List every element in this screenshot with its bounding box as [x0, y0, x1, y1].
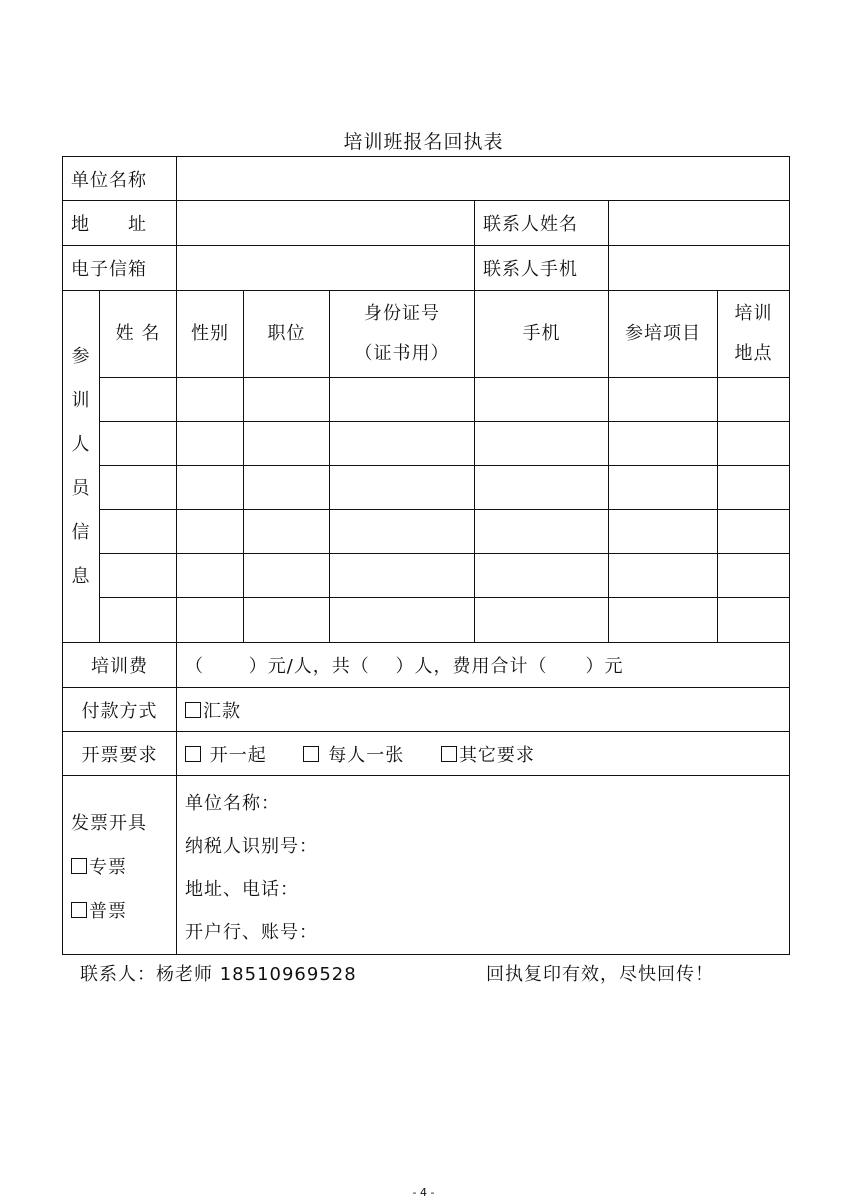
- cell-project[interactable]: [609, 598, 718, 643]
- header-project: 参培项目: [609, 291, 718, 378]
- cell-phone[interactable]: [475, 510, 609, 554]
- special-invoice-option: 专票: [71, 846, 176, 890]
- footer-contact: 联系人：杨老师 18510969528: [80, 964, 357, 985]
- address-field[interactable]: [177, 201, 475, 246]
- row-payment: [63, 688, 790, 732]
- cell-phone[interactable]: [475, 554, 609, 598]
- cell-name[interactable]: [100, 422, 177, 466]
- contact-phone-field[interactable]: [609, 246, 790, 291]
- cell-location[interactable]: [718, 510, 790, 554]
- contact-name-label: 联系人姓名: [475, 201, 609, 246]
- cell-project[interactable]: [609, 554, 718, 598]
- cell-position[interactable]: [244, 466, 330, 510]
- cell-gender[interactable]: [177, 554, 244, 598]
- general-invoice-checkbox[interactable]: [71, 902, 87, 918]
- contact-name-field[interactable]: [609, 201, 790, 246]
- cell-phone[interactable]: [475, 598, 609, 643]
- cell-gender[interactable]: [177, 422, 244, 466]
- cell-gender[interactable]: [177, 510, 244, 554]
- invoice-requirement-label: 开票要求: [63, 732, 177, 776]
- payment-options: [177, 688, 790, 732]
- cell-name[interactable]: [100, 378, 177, 422]
- fee-label: 培训费: [63, 643, 177, 688]
- cell-position[interactable]: [244, 510, 330, 554]
- contact-phone-label: 联系人手机: [475, 246, 609, 291]
- cell-gender[interactable]: [177, 466, 244, 510]
- cell-project[interactable]: [609, 466, 718, 510]
- invoice-requirement-options: [177, 732, 790, 776]
- header-gender: 性别: [177, 291, 244, 378]
- cell-location[interactable]: [718, 598, 790, 643]
- registration-form-table: [62, 156, 790, 955]
- per-person-invoice-checkbox[interactable]: [303, 746, 319, 762]
- address-label: 地 址: [63, 201, 177, 246]
- cell-location[interactable]: [718, 466, 790, 510]
- row-unit-name: [63, 157, 790, 201]
- combined-invoice-checkbox[interactable]: [185, 746, 201, 762]
- cell-id[interactable]: [330, 378, 475, 422]
- other-requirement-label: 其它要求: [458, 744, 535, 766]
- taxpayer-id-field[interactable]: 纳税人识别号：: [185, 836, 318, 857]
- cell-phone[interactable]: [475, 466, 609, 510]
- invoice-unit-name-field[interactable]: 单位名称：: [185, 793, 280, 814]
- cell-project[interactable]: [609, 422, 718, 466]
- form-title: 培训班报名回执表: [343, 131, 504, 153]
- cell-id[interactable]: [330, 554, 475, 598]
- cell-position[interactable]: [244, 422, 330, 466]
- footer-note: 回执复印有效，尽快回传！: [486, 964, 714, 985]
- cell-location[interactable]: [718, 422, 790, 466]
- participant-row: [63, 466, 790, 510]
- cell-name[interactable]: [100, 554, 177, 598]
- cell-position[interactable]: [244, 598, 330, 643]
- invoice-details-cell: [177, 776, 790, 955]
- header-phone: 手机: [475, 291, 609, 378]
- page-number: - 4 -: [412, 1186, 435, 1199]
- participant-row: [63, 422, 790, 466]
- row-fee: [63, 643, 790, 688]
- per-person-invoice-label: 每人一张: [328, 744, 405, 766]
- cell-position[interactable]: [244, 554, 330, 598]
- bank-account-field[interactable]: 开户行、账号：: [185, 922, 318, 943]
- cell-project[interactable]: [609, 510, 718, 554]
- participant-header-row: [63, 291, 790, 378]
- cell-id[interactable]: [330, 422, 475, 466]
- cell-name[interactable]: [100, 510, 177, 554]
- cell-phone[interactable]: [475, 378, 609, 422]
- participant-row: [63, 598, 790, 643]
- participants-side-label: 参 训 人 员 信 息: [63, 291, 100, 643]
- header-position: 职位: [244, 291, 330, 378]
- cell-location[interactable]: [718, 554, 790, 598]
- participant-row: [63, 510, 790, 554]
- participant-row: [63, 378, 790, 422]
- header-location: 培训 地点: [718, 291, 790, 378]
- cell-name[interactable]: [100, 466, 177, 510]
- email-label: 电子信箱: [63, 246, 177, 291]
- header-name: 姓 名: [100, 291, 177, 378]
- payment-label: 付款方式: [63, 688, 177, 732]
- cell-id[interactable]: [330, 598, 475, 643]
- general-invoice-option: 普票: [71, 890, 176, 934]
- cell-id[interactable]: [330, 466, 475, 510]
- unit-name-label: 单位名称: [63, 157, 177, 201]
- row-address: [63, 201, 790, 246]
- cell-phone[interactable]: [475, 422, 609, 466]
- unit-name-field[interactable]: [177, 157, 790, 201]
- invoice-issue-cell: [63, 776, 177, 955]
- cell-project[interactable]: [609, 378, 718, 422]
- cell-name[interactable]: [100, 598, 177, 643]
- cell-gender[interactable]: [177, 598, 244, 643]
- cell-gender[interactable]: [177, 378, 244, 422]
- header-id-number: 身份证号 （证书用）: [330, 291, 475, 378]
- email-field[interactable]: [177, 246, 475, 291]
- cell-position[interactable]: [244, 378, 330, 422]
- special-invoice-checkbox[interactable]: [71, 858, 87, 874]
- cell-id[interactable]: [330, 510, 475, 554]
- row-invoice-issue: [63, 776, 790, 955]
- remittance-option-label: 汇款: [203, 700, 241, 722]
- address-phone-field[interactable]: 地址、电话：: [185, 879, 299, 900]
- combined-invoice-label: 开一起: [209, 744, 267, 766]
- invoice-issue-label: 发票开具: [71, 813, 147, 834]
- participant-row: [63, 554, 790, 598]
- fee-text[interactable]: （ ）元/人，共（ ）人，费用合计（ ）元: [177, 643, 790, 688]
- cell-location[interactable]: [718, 378, 790, 422]
- row-email: [63, 246, 790, 291]
- other-requirement-checkbox[interactable]: [441, 746, 457, 762]
- remittance-checkbox[interactable]: [185, 702, 201, 718]
- row-invoice-requirement: [63, 732, 790, 776]
